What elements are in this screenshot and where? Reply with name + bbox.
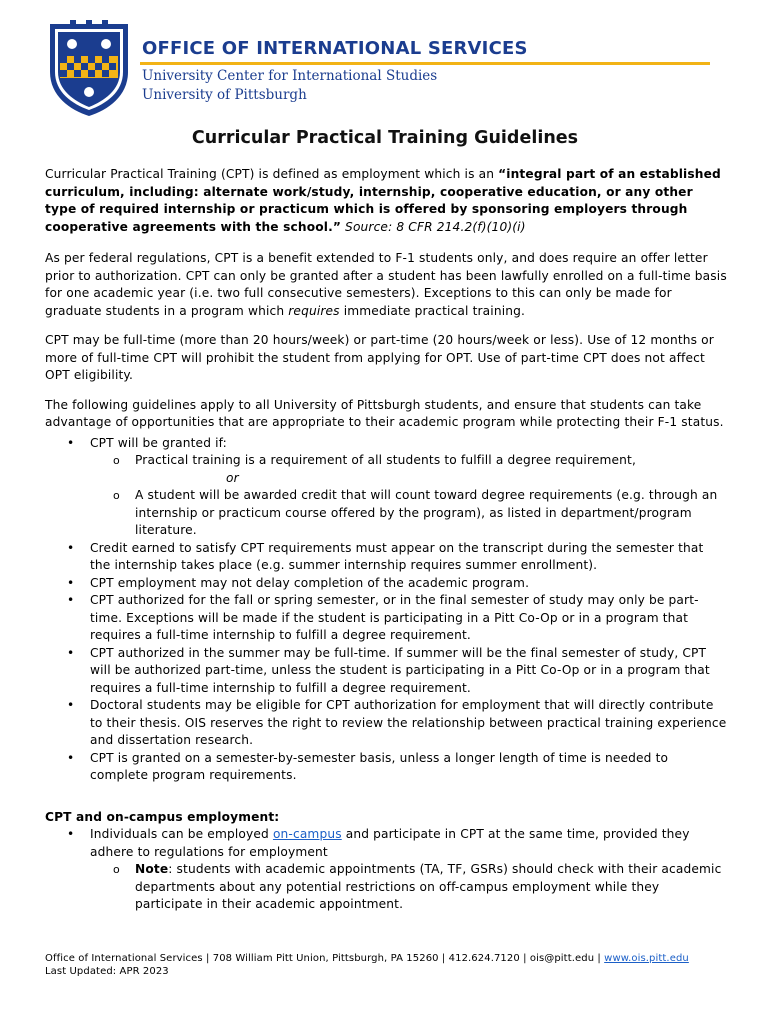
university-crest-icon: [46, 20, 132, 118]
or-separator: or: [226, 470, 239, 485]
page-title: Curricular Practical Training Guidelines: [191, 128, 579, 148]
footer-address: Office of International Services | 708 William Pitt Union, Pittsburgh, PA 15260 | 412.624.7120 | ois@pitt.edu |: [45, 953, 605, 964]
full-time-part-time-paragraph: CPT may be full-time (more than 20 hours/week) or part-time (20 hours/week or less). Use of 12 months or more of full-time CPT will prohibit the student from applying for OPT. Use of part-time CPT does not affect OPT eligibility.: [45, 333, 714, 382]
document-body: [45, 166, 727, 914]
regulations-emphasis: requires: [288, 303, 340, 318]
on-campus-lead: Individuals can be employed: [90, 827, 273, 841]
granted-if-label: CPT will be granted if:: [90, 435, 227, 450]
on-campus-heading: CPT and on-campus employment:: [45, 809, 280, 824]
center-name: University Center for International Studies: [142, 68, 438, 84]
list-item: • Doctoral students may be eligible for CPT authorization for employment that will directly contribute to their thesis. OIS reserves the right to review the relationship between practical training experience and dissertation research.: [45, 697, 727, 750]
list-item: • CPT authorized in the summer may be full-time. If summer will be the final semester of study, CPT will be authorized part-time, unless the student is participating in a Pitt Co-Op or in a program that requires a full-time internship to fulfill a degree requirement.: [45, 645, 727, 698]
list-item: [45, 452, 727, 487]
website-link[interactable]: www.ois.pitt.edu: [604, 953, 689, 964]
list-item: [45, 435, 727, 540]
regulations-text: As per federal regulations, CPT is a benefit extended to F-1 students only, and does require an offer letter prior to authorization. CPT can only be granted after a student has been lawfully enrolled on a full-time basis for one academic year (i.e. two full consecutive semesters). Exceptions to this can only be made for graduate students in a program which: [45, 251, 727, 318]
footer-contact: [45, 952, 745, 965]
condition-text: Practical training is a requirement of all students to fulfill a degree requirement,: [135, 453, 637, 467]
on-campus-list: [45, 826, 727, 914]
definition-lead: Curricular Practical Training (CPT) is defined as employment which is an: [45, 167, 499, 181]
on-campus-tail: and participate in CPT at the same time, provided they adhere to regulations for employment: [90, 827, 690, 859]
regulations-tail: immediate practical training.: [339, 303, 526, 318]
list-item: • CPT is granted on a semester-by-semester basis, unless a longer length of time is needed to complete program requirements.: [45, 750, 727, 785]
condition-text: A student will be awarded credit that will count toward degree requirements (e.g. through an internship or practicum course offered by the program), as listed in department/program literature.: [135, 488, 718, 537]
university-name: University of Pittsburgh: [142, 87, 307, 103]
definition-source: Source: 8 CFR 214.2(f)(10)(i): [341, 219, 526, 234]
conditions-list: [90, 452, 727, 540]
definition-quote: “integral part of an established curriculum, including: alternate work/study, internship, cooperative education, or any other type of required internship or practicum which is offered by sponsoring employers through cooperative agreements with the school.”: [45, 167, 721, 234]
federal-regulations-paragraph: [45, 250, 727, 320]
last-updated: Last Updated: APR 2023: [45, 966, 169, 977]
guidelines-list: [45, 435, 727, 785]
list-item: • CPT employment may not delay completion of the academic program.: [45, 575, 727, 593]
cpt-definition-paragraph: [45, 166, 727, 236]
page-footer: [45, 952, 745, 978]
list-item: • CPT authorized for the fall or spring semester, or in the final semester of study may only be part-time. Exceptions will be made if the student is participating in a Pitt Co-Op or in a program that requires a full-time internship to fulfill a degree requirement.: [45, 592, 727, 645]
guidelines-intro-paragraph: The following guidelines apply to all University of Pittsburgh students, and ensure that students can take advantage of opportunities that are appropriate to their academic program while protecting their F-1 status.: [45, 397, 724, 429]
note-text: : students with academic appointments (TA, TF, GSRs) should check with their academic departments about any potential restrictions on off-campus employment while they participate in their academic appointment.: [135, 862, 722, 911]
list-item: • Credit earned to satisfy CPT requirements must appear on the transcript during the semester that the internship takes place (e.g. summer internship requires summer enrollment).: [45, 540, 727, 575]
header-divider: [140, 62, 710, 65]
list-item: [45, 861, 727, 914]
list-item: [45, 487, 727, 540]
office-name: OFFICE OF INTERNATIONAL SERVICES: [142, 38, 528, 59]
note-label: Note: [135, 862, 169, 876]
list-item: [45, 826, 727, 914]
on-campus-link[interactable]: on-campus: [272, 827, 342, 841]
note-list: [90, 861, 727, 914]
